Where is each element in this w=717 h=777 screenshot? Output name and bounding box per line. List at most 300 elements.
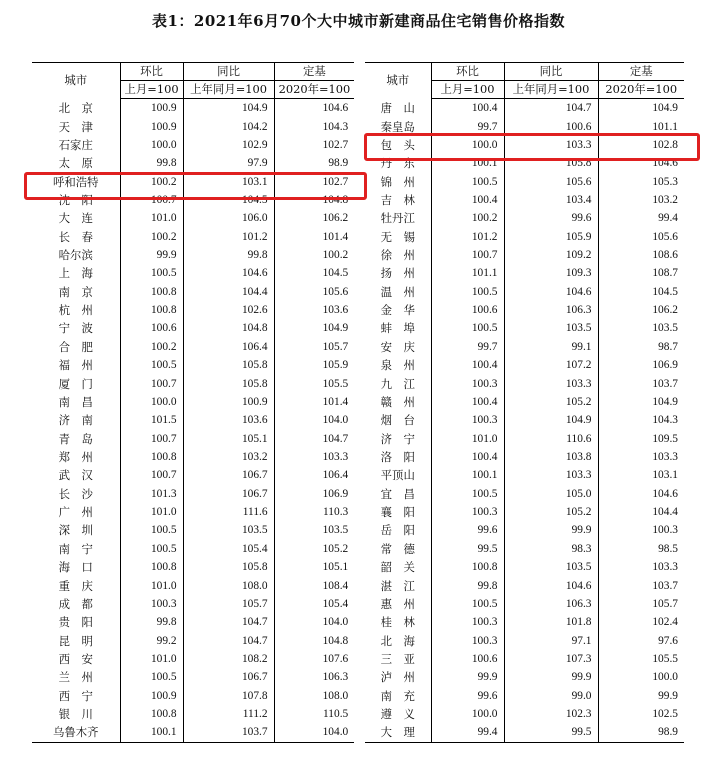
yoy-cell: 103.5	[504, 319, 598, 337]
mom-cell: 100.8	[120, 301, 183, 319]
fixed-cell: 105.5	[652, 652, 678, 665]
yoy-cell: 99.8	[183, 246, 274, 264]
yoy-cell: 105.8	[183, 356, 274, 374]
fixed-cell: 108.0	[322, 689, 349, 702]
fixed-cell: 106.2	[322, 212, 349, 225]
header-fixed: 定基	[274, 63, 354, 81]
fixed-cell: 102.7	[322, 175, 349, 188]
yoy-cell: 101.2	[183, 228, 274, 246]
mom-cell: 100.9	[120, 687, 183, 705]
table-row	[365, 319, 684, 337]
table-row	[32, 356, 354, 374]
city-cell: 海 口	[32, 558, 120, 576]
yoy-cell: 97.1	[504, 631, 598, 649]
fixed-cell: 104.0	[322, 414, 349, 427]
yoy-cell: 99.0	[504, 687, 598, 705]
mom-cell: 101.0	[120, 209, 183, 227]
fixed-cell: 105.5	[322, 377, 349, 390]
city-cell: 成 都	[32, 595, 120, 613]
fixed-cell: 105.6	[652, 230, 678, 243]
header-mom-sub: 上月=100	[120, 81, 183, 99]
yoy-cell: 105.8	[183, 558, 274, 576]
table-row	[32, 723, 354, 742]
city-cell: 杭 州	[32, 301, 120, 319]
yoy-cell: 105.4	[183, 540, 274, 558]
table-row	[32, 319, 354, 337]
yoy-cell: 106.0	[183, 209, 274, 227]
mom-cell: 100.2	[120, 338, 183, 356]
table-row	[365, 228, 684, 246]
yoy-cell: 106.3	[504, 301, 598, 319]
mom-cell: 99.6	[431, 687, 504, 705]
fixed-cell: 104.9	[322, 322, 349, 335]
yoy-cell: 106.7	[183, 668, 274, 686]
yoy-cell: 104.6	[183, 264, 274, 282]
mom-cell: 100.5	[431, 595, 504, 613]
yoy-cell: 104.7	[504, 99, 598, 118]
fixed-cell: 104.9	[652, 102, 678, 115]
mom-cell: 99.4	[431, 723, 504, 742]
yoy-cell: 111.2	[183, 705, 274, 723]
yoy-cell: 103.5	[504, 558, 598, 576]
table-row	[32, 246, 354, 264]
yoy-cell: 104.8	[183, 319, 274, 337]
table-row	[365, 209, 684, 227]
city-cell: 大 连	[32, 209, 120, 227]
yoy-cell: 110.6	[504, 429, 598, 447]
table-row	[32, 521, 354, 539]
city-cell: 宁 波	[32, 319, 120, 337]
city-cell: 包 头	[365, 136, 431, 154]
fixed-cell: 98.7	[658, 340, 678, 353]
table-row	[365, 301, 684, 319]
city-cell: 厦 门	[32, 374, 120, 392]
yoy-cell: 103.3	[504, 466, 598, 484]
price-index-table-right	[365, 62, 684, 743]
table-row	[365, 521, 684, 539]
mom-cell: 100.5	[431, 319, 504, 337]
yoy-cell: 98.3	[504, 540, 598, 558]
city-cell: 三 亚	[365, 650, 431, 668]
city-cell: 吉 林	[365, 191, 431, 209]
table-title: 表1：2021年6月70个大中城市新建商品住宅销售价格指数	[152, 12, 565, 30]
yoy-cell: 102.3	[504, 705, 598, 723]
mom-cell: 100.2	[120, 228, 183, 246]
mom-cell: 101.3	[120, 485, 183, 503]
mom-cell: 101.1	[431, 264, 504, 282]
city-cell: 重 庆	[32, 576, 120, 594]
city-cell: 济 南	[32, 411, 120, 429]
city-cell: 遵 义	[365, 705, 431, 723]
table-row	[32, 613, 354, 631]
fixed-cell: 104.3	[652, 414, 678, 427]
table-row	[32, 595, 354, 613]
yoy-cell: 107.8	[183, 687, 274, 705]
yoy-cell: 105.0	[504, 485, 598, 503]
yoy-cell: 107.2	[504, 356, 598, 374]
yoy-cell: 102.9	[183, 136, 274, 154]
table-row	[365, 558, 684, 576]
city-cell: 福 州	[32, 356, 120, 374]
yoy-cell: 100.9	[183, 393, 274, 411]
fixed-cell: 102.5	[652, 708, 678, 721]
city-cell: 金 华	[365, 301, 431, 319]
table-row	[32, 301, 354, 319]
city-cell: 大 理	[365, 723, 431, 742]
city-cell: 无 锡	[365, 228, 431, 246]
header-yoy: 同比	[504, 63, 598, 81]
fixed-cell: 103.3	[652, 451, 678, 463]
mom-cell: 100.6	[120, 319, 183, 337]
mom-cell: 101.0	[120, 650, 183, 668]
mom-cell: 101.0	[431, 429, 504, 447]
city-cell: 西 宁	[32, 687, 120, 705]
header-yoy-sub: 上年同月=100	[183, 81, 274, 99]
mom-cell: 100.4	[431, 393, 504, 411]
mom-cell: 100.9	[120, 99, 183, 118]
yoy-cell: 109.3	[504, 264, 598, 282]
table-row	[365, 668, 684, 686]
yoy-cell: 107.3	[504, 650, 598, 668]
fixed-cell: 103.3	[652, 561, 678, 574]
mom-cell: 100.7	[431, 246, 504, 264]
fixed-cell: 101.4	[322, 230, 349, 243]
header-yoy: 同比	[183, 63, 274, 81]
city-cell: 深 圳	[32, 521, 120, 539]
city-cell: 合 肥	[32, 338, 120, 356]
table-row	[365, 503, 684, 521]
fixed-cell: 106.9	[652, 359, 678, 372]
table-row	[365, 246, 684, 264]
header-fixed: 定基	[598, 63, 684, 81]
fixed-cell: 103.5	[322, 524, 349, 537]
fixed-cell: 108.7	[652, 267, 678, 280]
fixed-cell: 99.4	[658, 212, 678, 225]
city-cell: 扬 州	[365, 264, 431, 282]
fixed-cell: 98.5	[658, 542, 678, 555]
fixed-cell: 103.3	[322, 451, 349, 463]
yoy-cell: 103.3	[504, 136, 598, 154]
mom-cell: 101.0	[120, 576, 183, 594]
fixed-cell: 100.3	[652, 524, 678, 537]
mom-cell: 100.6	[431, 650, 504, 668]
yoy-cell: 105.9	[504, 228, 598, 246]
table-row	[365, 283, 684, 301]
mom-cell: 100.5	[120, 521, 183, 539]
yoy-cell: 102.6	[183, 301, 274, 319]
fixed-cell: 104.5	[322, 267, 349, 280]
yoy-cell: 101.8	[504, 613, 598, 631]
mom-cell: 100.4	[431, 191, 504, 209]
mom-cell: 100.7	[120, 429, 183, 447]
table-row	[32, 228, 354, 246]
city-cell: 丹 东	[365, 154, 431, 172]
mom-cell: 99.2	[120, 631, 183, 649]
fixed-cell: 105.7	[652, 597, 678, 610]
mom-cell: 99.8	[431, 576, 504, 594]
city-cell: 北 京	[32, 99, 120, 118]
fixed-cell: 105.2	[322, 542, 349, 555]
mom-cell: 100.5	[120, 540, 183, 558]
yoy-cell: 105.8	[504, 154, 598, 172]
city-cell: 赣 州	[365, 393, 431, 411]
yoy-cell: 104.5	[183, 191, 274, 209]
city-cell: 锦 州	[365, 172, 431, 190]
mom-cell: 100.5	[431, 485, 504, 503]
city-cell: 宜 昌	[365, 485, 431, 503]
table-row	[365, 631, 684, 649]
yoy-cell: 105.7	[183, 595, 274, 613]
fixed-cell: 101.1	[652, 120, 678, 133]
yoy-cell: 104.9	[183, 99, 274, 118]
yoy-cell: 109.2	[504, 246, 598, 264]
mom-cell: 100.5	[120, 264, 183, 282]
mom-cell: 99.8	[120, 154, 183, 172]
yoy-cell: 103.3	[504, 374, 598, 392]
city-cell: 南 宁	[32, 540, 120, 558]
fixed-cell: 106.9	[322, 487, 349, 500]
fixed-cell: 107.6	[322, 652, 349, 665]
city-cell: 平顶山	[365, 466, 431, 484]
yoy-cell: 106.7	[183, 466, 274, 484]
table-row	[32, 338, 354, 356]
fixed-cell: 104.7	[322, 432, 349, 445]
mom-cell: 101.5	[120, 411, 183, 429]
yoy-cell: 103.4	[504, 191, 598, 209]
mom-cell: 100.3	[431, 411, 504, 429]
yoy-cell: 111.6	[183, 503, 274, 521]
mom-cell: 100.3	[431, 374, 504, 392]
fixed-cell: 105.3	[652, 175, 678, 188]
mom-cell: 100.8	[120, 283, 183, 301]
table-row	[365, 613, 684, 631]
table-row	[365, 650, 684, 668]
table-row	[365, 466, 684, 484]
yoy-cell: 105.6	[504, 172, 598, 190]
mom-cell: 99.7	[431, 338, 504, 356]
mom-cell: 100.6	[431, 301, 504, 319]
yoy-cell: 99.1	[504, 338, 598, 356]
city-cell: 蚌 埠	[365, 319, 431, 337]
fixed-cell: 104.6	[322, 102, 349, 115]
fixed-cell: 99.9	[658, 689, 678, 702]
fixed-cell: 104.3	[322, 120, 349, 133]
fixed-cell: 104.0	[274, 723, 354, 742]
fixed-cell: 104.0	[322, 616, 349, 629]
header-city: 城市	[32, 63, 120, 99]
mom-cell: 99.9	[120, 246, 183, 264]
fixed-cell: 106.2	[652, 304, 678, 317]
yoy-cell: 104.4	[183, 283, 274, 301]
city-cell: 烟 台	[365, 411, 431, 429]
table-row	[32, 687, 354, 705]
header-city: 城市	[365, 63, 431, 99]
city-cell: 青 岛	[32, 429, 120, 447]
mom-cell: 100.7	[120, 374, 183, 392]
table-row	[365, 393, 684, 411]
yoy-cell: 103.6	[183, 411, 274, 429]
city-cell: 呼和浩特	[32, 172, 120, 190]
city-cell: 南 京	[32, 283, 120, 301]
yoy-cell: 104.7	[183, 613, 274, 631]
city-cell: 南 昌	[32, 393, 120, 411]
fixed-cell: 105.4	[322, 597, 349, 610]
table-row	[365, 338, 684, 356]
city-cell: 哈尔滨	[32, 246, 120, 264]
table-row	[32, 411, 354, 429]
header-yoy-sub: 上年同月=100	[504, 81, 598, 99]
fixed-cell: 101.4	[322, 395, 349, 408]
city-cell: 岳 阳	[365, 521, 431, 539]
yoy-cell: 103.1	[183, 172, 274, 190]
city-cell: 徐 州	[365, 246, 431, 264]
table-row	[365, 172, 684, 190]
table-row	[365, 448, 684, 466]
fixed-cell: 100.2	[322, 249, 349, 262]
city-cell: 南 充	[365, 687, 431, 705]
header-mom: 环比	[431, 63, 504, 81]
header-fixed-sub: 2020年=100	[274, 81, 354, 99]
mom-cell: 100.9	[120, 117, 183, 135]
yoy-cell: 100.6	[504, 117, 598, 135]
table-row	[32, 466, 354, 484]
table-row	[365, 356, 684, 374]
fixed-cell: 110.3	[323, 506, 349, 519]
city-cell: 惠 州	[365, 595, 431, 613]
fixed-cell: 108.6	[652, 249, 678, 262]
city-cell: 泸 州	[365, 668, 431, 686]
table-row	[365, 595, 684, 613]
yoy-cell: 103.2	[183, 448, 274, 466]
mom-cell: 99.8	[120, 613, 183, 631]
fixed-cell: 102.4	[652, 616, 678, 629]
table-row	[365, 191, 684, 209]
table-row	[32, 448, 354, 466]
yoy-cell: 105.8	[183, 374, 274, 392]
mom-cell: 100.4	[431, 356, 504, 374]
city-cell: 长 春	[32, 228, 120, 246]
mom-cell: 100.4	[431, 448, 504, 466]
fixed-cell: 104.6	[652, 157, 678, 170]
mom-cell: 100.4	[431, 99, 504, 118]
yoy-cell: 105.2	[504, 393, 598, 411]
mom-cell: 100.1	[431, 466, 504, 484]
fixed-cell: 105.6	[322, 285, 349, 298]
table-row	[32, 136, 354, 154]
mom-cell: 99.5	[431, 540, 504, 558]
header-fixed-sub: 2020年=100	[598, 81, 684, 99]
city-cell: 泉 州	[365, 356, 431, 374]
yoy-cell: 104.9	[504, 411, 598, 429]
table-row	[365, 576, 684, 594]
fixed-cell: 103.5	[652, 322, 678, 335]
table-row	[32, 393, 354, 411]
yoy-cell: 103.7	[183, 723, 274, 742]
mom-cell: 100.8	[120, 448, 183, 466]
yoy-cell: 103.5	[183, 521, 274, 539]
yoy-cell: 104.6	[504, 283, 598, 301]
fixed-cell: 103.7	[652, 377, 678, 390]
fixed-cell: 97.6	[658, 634, 678, 647]
table-row	[365, 264, 684, 282]
fixed-cell: 110.5	[323, 708, 349, 721]
fixed-cell: 106.4	[322, 469, 349, 482]
mom-cell: 100.5	[120, 668, 183, 686]
mom-cell: 99.9	[431, 668, 504, 686]
table-row	[365, 374, 684, 392]
table-row	[365, 723, 684, 742]
fixed-cell: 104.8	[322, 634, 349, 647]
mom-cell: 100.3	[431, 613, 504, 631]
yoy-cell: 105.2	[504, 503, 598, 521]
yoy-cell: 97.9	[183, 154, 274, 172]
city-cell: 长 沙	[32, 485, 120, 503]
yoy-cell: 105.1	[183, 429, 274, 447]
header-mom-sub: 上月=100	[431, 81, 504, 99]
table-row	[32, 650, 354, 668]
table-row	[32, 503, 354, 521]
city-cell: 桂 林	[365, 613, 431, 631]
fixed-cell: 105.9	[322, 359, 349, 372]
mom-cell: 100.8	[431, 558, 504, 576]
yoy-cell: 99.9	[504, 521, 598, 539]
city-cell: 温 州	[365, 283, 431, 301]
table-row	[365, 429, 684, 447]
yoy-cell: 108.2	[183, 650, 274, 668]
table-row	[32, 576, 354, 594]
table-row	[32, 558, 354, 576]
yoy-cell: 104.6	[504, 576, 598, 594]
fixed-cell: 102.7	[322, 138, 349, 151]
fixed-cell: 106.3	[322, 671, 349, 684]
fixed-cell: 104.8	[322, 193, 349, 206]
mom-cell: 100.8	[120, 705, 183, 723]
mom-cell: 100.7	[120, 191, 183, 209]
fixed-cell: 104.5	[652, 285, 678, 298]
table-row	[365, 99, 684, 118]
table-row	[32, 540, 354, 558]
table-row	[32, 99, 354, 118]
table-row	[32, 668, 354, 686]
yoy-cell: 106.3	[504, 595, 598, 613]
mom-cell: 100.7	[120, 466, 183, 484]
table-row	[32, 191, 354, 209]
city-cell: 韶 关	[365, 558, 431, 576]
city-cell: 济 宁	[365, 429, 431, 447]
table-row	[365, 540, 684, 558]
mom-cell: 100.0	[431, 136, 504, 154]
header-mom: 环比	[120, 63, 183, 81]
mom-cell: 101.0	[120, 503, 183, 521]
table-row	[365, 687, 684, 705]
city-cell: 贵 阳	[32, 613, 120, 631]
fixed-cell: 104.9	[652, 395, 678, 408]
fixed-cell: 105.1	[322, 561, 349, 574]
yoy-cell: 103.8	[504, 448, 598, 466]
city-cell: 唐 山	[365, 99, 431, 118]
mom-cell: 100.2	[120, 172, 183, 190]
mom-cell: 100.3	[431, 631, 504, 649]
city-cell: 银 川	[32, 705, 120, 723]
mom-cell: 100.3	[120, 595, 183, 613]
fixed-cell: 108.4	[322, 579, 349, 592]
city-cell: 九 江	[365, 374, 431, 392]
table-row	[365, 485, 684, 503]
table-row	[32, 631, 354, 649]
city-cell: 沈 阳	[32, 191, 120, 209]
city-cell: 天 津	[32, 117, 120, 135]
yoy-cell: 104.2	[183, 117, 274, 135]
